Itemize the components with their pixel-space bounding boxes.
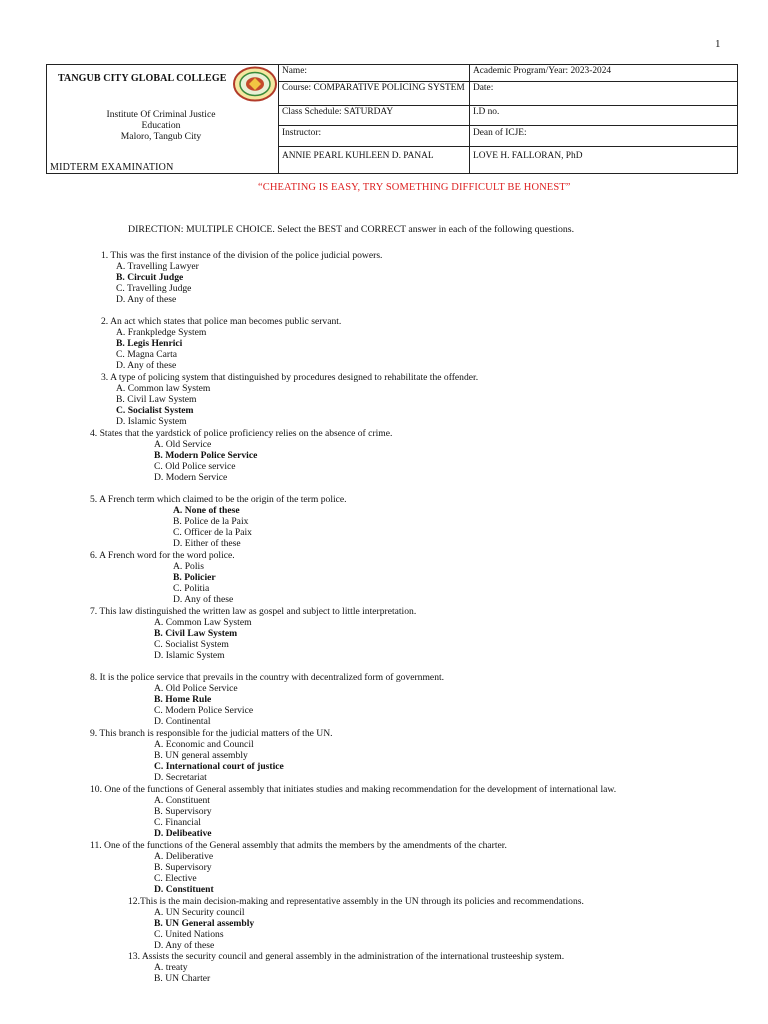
date-label: Date: — [473, 83, 494, 93]
name-label: Name: — [282, 66, 307, 76]
question-item — [90, 494, 347, 549]
answer-option: C. Travelling Judge — [116, 283, 192, 294]
institute-line: Education — [141, 120, 181, 131]
answer-option: A. Old Service — [154, 439, 212, 450]
answer-option: C. Old Police service — [154, 461, 236, 472]
class-schedule-label: Class Schedule: SATURDAY — [282, 107, 394, 117]
answer-option-correct: D. Delibeative — [154, 828, 212, 839]
answer-option: A. Deliberative — [154, 851, 214, 862]
answer-option: B. Civil Law System — [116, 394, 197, 405]
answer-option: C. Modern Police Service — [154, 705, 254, 716]
question-text: 9. This branch is responsible for the judicial matters of the UN. — [90, 728, 333, 739]
dean-name: LOVE H. FALLORAN, PhD — [473, 151, 583, 161]
answer-option-correct: B. Modern Police Service — [154, 450, 258, 461]
answer-option-correct: B. Home Rule — [154, 694, 212, 705]
answer-option: B. Police de la Paix — [173, 516, 249, 527]
header-rule — [278, 146, 738, 147]
question-text: 10. One of the functions of General assembly that initiates studies and making recommendation for the development of international law. — [90, 784, 617, 795]
college-seal-logo — [232, 66, 278, 102]
answer-option: C. United Nations — [154, 929, 224, 940]
answer-option: A. UN Security council — [154, 907, 245, 918]
answer-option-correct: B. Circuit Judge — [116, 272, 184, 283]
answer-option: A. Common law System — [116, 383, 211, 394]
answer-option: C. Financial — [154, 817, 201, 828]
answer-option: A. Constituent — [154, 795, 210, 806]
answer-option: B. Supervisory — [154, 862, 212, 873]
id-number-label: I.D no. — [473, 107, 500, 117]
question-item — [90, 550, 235, 605]
exam-title: MIDTERM EXAMINATION — [50, 162, 174, 173]
answer-option: D. Islamic System — [116, 416, 187, 427]
question-item — [128, 896, 584, 951]
answer-option: D. Any of these — [173, 594, 234, 605]
question-item — [90, 428, 392, 483]
college-name: TANGUB CITY GLOBAL COLLEGE — [58, 73, 227, 84]
answer-option: C. Elective — [154, 873, 197, 884]
question-item — [101, 250, 382, 305]
question-text: 12.This is the main decision-making and representative assembly in the UN through its policies and recommendations. — [128, 896, 584, 907]
answer-option: C. Magna Carta — [116, 349, 178, 360]
institute-line: Institute Of Criminal Justice — [106, 109, 216, 120]
question-text: 11. One of the functions of the General assembly that admits the members by the amendments of the charter. — [90, 840, 507, 851]
answer-option: D. Continental — [154, 716, 211, 727]
answer-option: D. Secretariat — [154, 772, 207, 783]
course-label: Course: COMPARATIVE POLICING SYSTEM — [282, 83, 465, 93]
question-item — [90, 728, 333, 783]
question-text: 8. It is the police service that prevails in the country with decentralized form of government. — [90, 672, 445, 683]
question-text: 6. A French word for the word police. — [90, 550, 235, 561]
answer-option: C. Officer de la Paix — [173, 527, 252, 538]
answer-option: D. Any of these — [116, 360, 177, 371]
answer-option: B. UN Charter — [154, 973, 211, 984]
answer-option-correct: A. None of these — [173, 505, 240, 516]
question-item — [90, 606, 416, 661]
question-text: 1. This was the first instance of the division of the police judicial powers. — [101, 250, 383, 261]
question-text: 5. A French term which claimed to be the origin of the term police. — [90, 494, 347, 505]
exam-direction: DIRECTION: MULTIPLE CHOICE. Select the BEST and CORRECT answer in each of the following questions. — [128, 224, 575, 235]
instructor-label: Instructor: — [282, 128, 322, 138]
question-item — [101, 372, 478, 427]
dean-label: Dean of ICJE: — [473, 128, 527, 138]
instructor-name: ANNIE PEARL KUHLEEN D. PANAL — [282, 151, 434, 161]
answer-option-correct: C. International court of justice — [154, 761, 284, 772]
question-text: 2. An act which states that police man becomes public servant. — [101, 316, 342, 327]
page-number: 1 — [715, 38, 721, 50]
question-item — [90, 672, 444, 727]
answer-option-correct: B. Policier — [173, 572, 216, 583]
answer-option: A. Old Police Service — [154, 683, 238, 694]
question-item — [90, 784, 616, 839]
answer-option: B. Supervisory — [154, 806, 212, 817]
question-text: 7. This law distinguished the written law as gospel and subject to little interpretation. — [90, 606, 417, 617]
answer-option-correct: B. Legis Henrici — [116, 338, 183, 349]
institute-address — [66, 109, 256, 142]
answer-option-correct: B. Civil Law System — [154, 628, 238, 639]
answer-option: A. Common Law System — [154, 617, 252, 628]
answer-option: C. Socialist System — [154, 639, 229, 650]
answer-option-correct: C. Socialist System — [116, 405, 194, 416]
answer-option: A. Economic and Council — [154, 739, 254, 750]
answer-option: A. Polis — [173, 561, 204, 572]
answer-option: B. UN general assembly — [154, 750, 248, 761]
question-text: 13. Assists the security council and general assembly in the administration of the international trusteeship system. — [128, 951, 565, 962]
answer-option: A. Travelling Lawyer — [116, 261, 199, 272]
question-text: 3. A type of policing system that distinguished by procedures designed to rehabilitate the offender. — [101, 372, 479, 383]
question-item — [128, 951, 564, 984]
answer-option: D. Either of these — [173, 538, 241, 549]
answer-option-correct: B. UN General assembly — [154, 918, 255, 929]
answer-option: D. Modern Service — [154, 472, 228, 483]
question-text: 4. States that the yardstick of police proficiency relies on the absence of crime. — [90, 428, 393, 439]
answer-option: A. treaty — [154, 962, 188, 973]
answer-option: D. Any of these — [116, 294, 177, 305]
institute-line: Maloro, Tangub City — [120, 131, 202, 142]
academic-program-label: Academic Program/Year: 2023-2024 — [473, 66, 612, 76]
question-item — [90, 840, 507, 895]
answer-option: C. Politia — [173, 583, 210, 594]
answer-option: A. Frankpledge System — [116, 327, 207, 338]
answer-option: D. Islamic System — [154, 650, 225, 661]
honesty-motto: “CHEATING IS EASY, TRY SOMETHING DIFFICULT BE HONEST” — [258, 182, 571, 193]
answer-option: D. Any of these — [154, 940, 215, 951]
exam-header — [46, 64, 738, 174]
question-item — [101, 316, 341, 371]
answer-option-correct: D. Constituent — [154, 884, 214, 895]
